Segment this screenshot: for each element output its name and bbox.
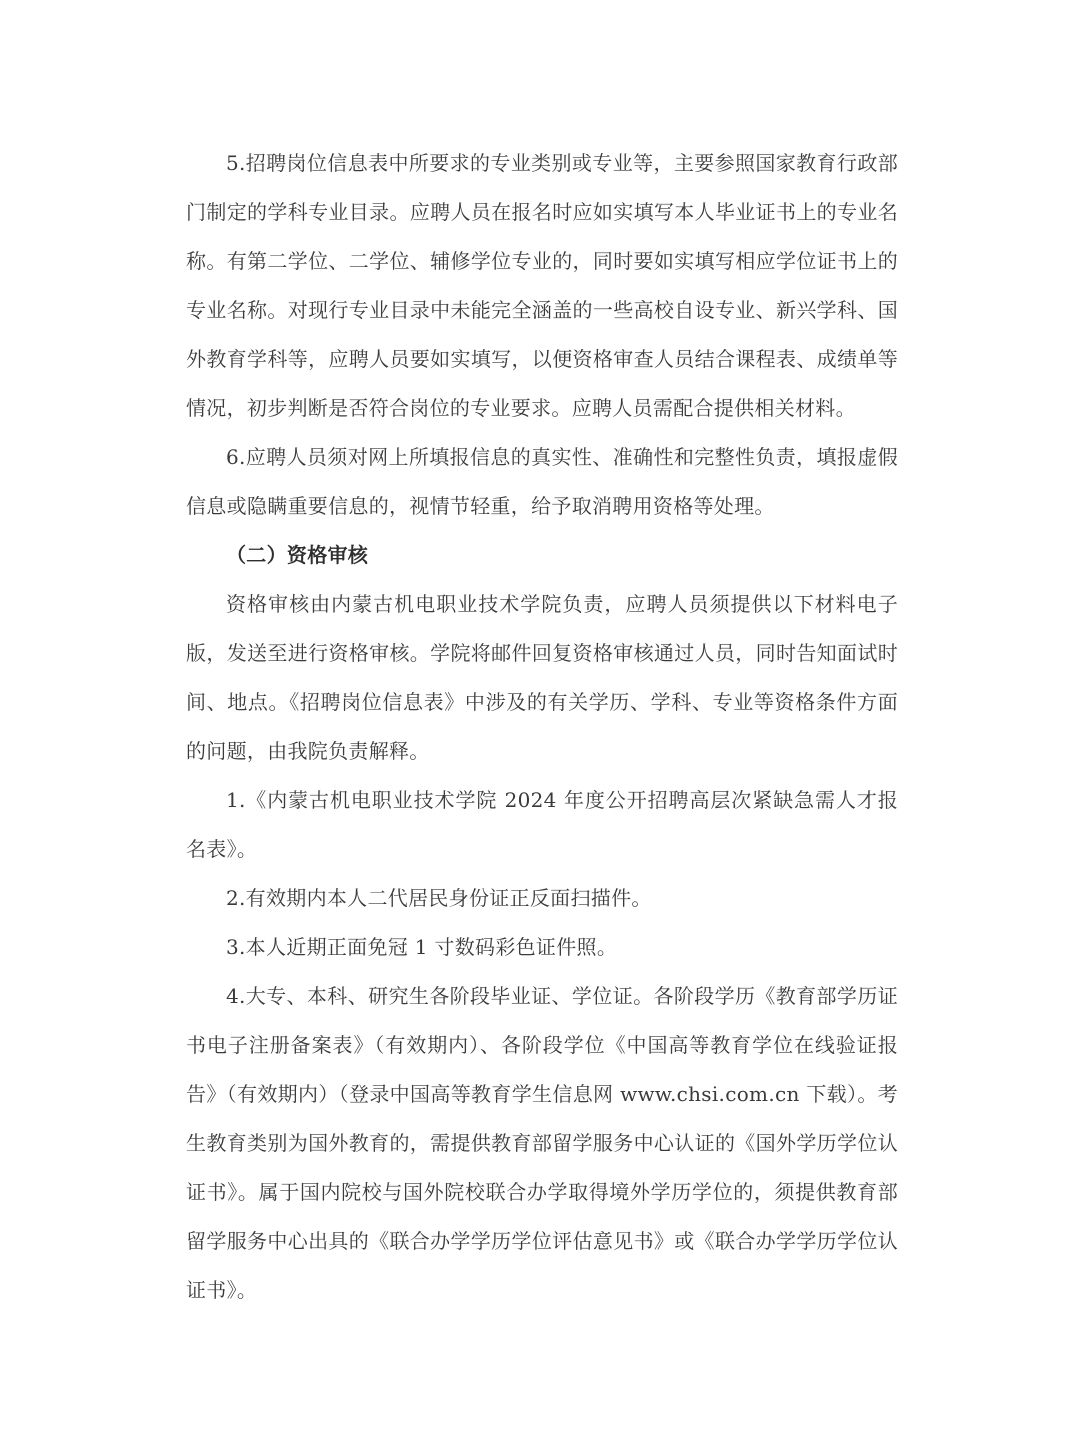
list-item-3: 3.本人近期正面免冠 1 寸数码彩色证件照。 <box>226 935 618 959</box>
paragraph-item-6: 6.应聘人员须对网上所填报信息的真实性、准确性和完整性负责，填报虚假信息或隐瞒重要信息的，视情节轻重，给予取消聘用资格等处理。 <box>186 445 898 518</box>
list-item-2: 2.有效期内本人二代居民身份证正反面扫描件。 <box>226 886 652 910</box>
list-item-4: 4.大专、本科、研究生各阶段毕业证、学位证。各阶段学历《教育部学历证书电子注册备案表》（有效期内）、各阶段学位《中国高等教育学位在线验证报告》（有效期内）（登录中国高等教育学生信息网 www.chsi.com.cn 下载）。考生教育类别为国外教育的，需提供教育部留学服务中心认证的《国外学历学位认证书》。属于国内院校与国外院校联合办学取得境外学历学位的，须提供教育部留学服务中心出具的《联合办学学历学位评估意见书》或《联合办学学历学位认证书》。 <box>186 984 898 1302</box>
list-item-1: 1.《内蒙古机电职业技术学院 2024 年度公开招聘高层次紧缺急需人才报名表》。 <box>186 788 898 861</box>
document-body <box>186 139 898 1315</box>
paragraph-intro: 资格审核由内蒙古机电职业技术学院负责，应聘人员须提供以下材料电子版，发送至进行资格审核。学院将邮件回复资格审核通过人员，同时告知面试时间、地点。《招聘岗位信息表》中涉及的有关学历、学科、专业等资格条件方面的问题，由我院负责解释。 <box>186 592 898 763</box>
section-heading: （二）资格审核 <box>226 543 369 567</box>
paragraph-item-5: 5.招聘岗位信息表中所要求的专业类别或专业等，主要参照国家教育行政部门制定的学科专业目录。应聘人员在报名时应如实填写本人毕业证书上的专业名称。有第二学位、二学位、辅修学位专业的，同时要如实填写相应学位证书上的专业名称。对现行专业目录中未能完全涵盖的一些高校自设专业、新兴学科、国外教育学科等，应聘人员要如实填写，以便资格审查人员结合课程表、成绩单等情况，初步判断是否符合岗位的专业要求。应聘人员需配合提供相关材料。 <box>186 151 898 420</box>
